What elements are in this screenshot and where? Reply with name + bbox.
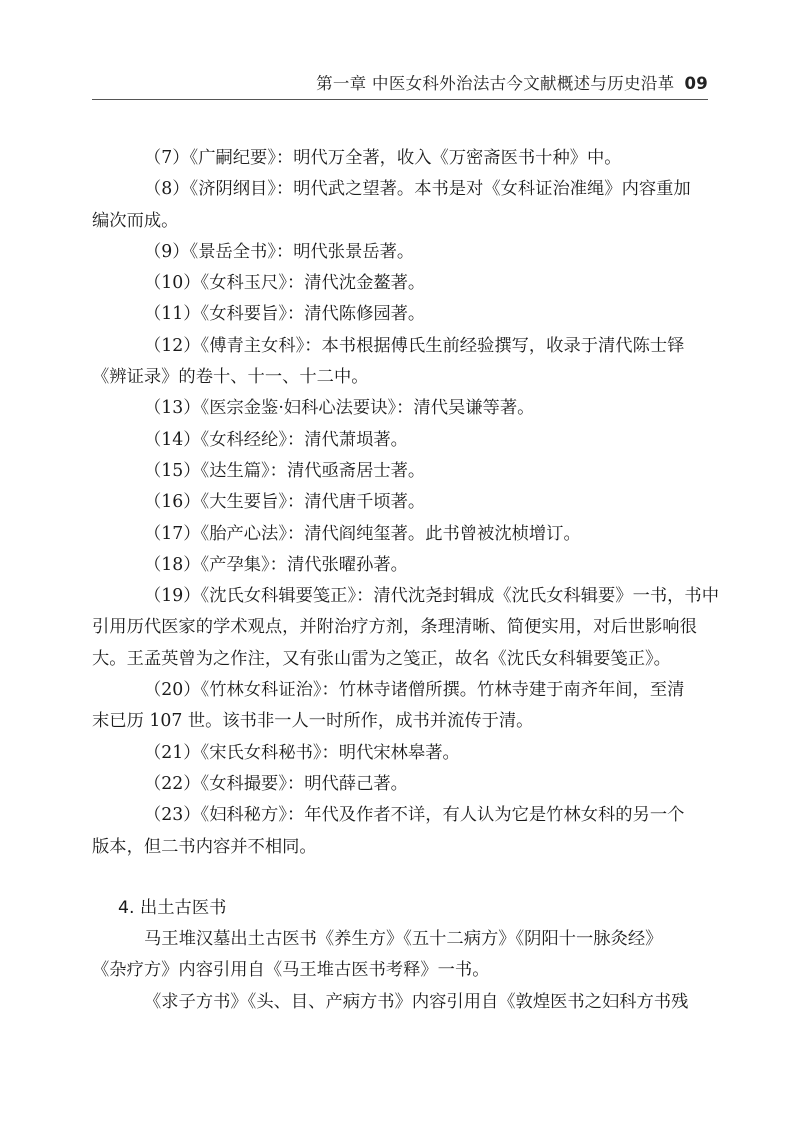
list-item-8-cont: 编次而成。 — [92, 210, 179, 231]
list-item-11: （11）《女科要旨》：清代陈修园著。 — [144, 304, 426, 325]
header-rule — [92, 99, 708, 100]
section-gap — [118, 863, 708, 893]
list-item-20: （20）《竹林女科证治》：竹林寺诸僧所撰。竹林寺建于南齐年间，至清 — [144, 680, 685, 701]
list-item-23: （23）《妇科秘方》：年代及作者不详，有人认为它是竹林女科的另一个 — [144, 805, 685, 826]
running-header — [316, 70, 708, 94]
list-item-14: （14）《女科经纶》：清代萧埙著。 — [144, 429, 408, 450]
list-item-12: （12）《傅青主女科》：本书根据傅氏生前经验撰写，收录于清代陈士铎 — [144, 335, 685, 356]
page-number: 09 — [684, 74, 708, 93]
section-paragraph-1-cont: 《杂疗方》内容引用自《马王堆古医书考释》一书。 — [92, 960, 490, 981]
section-heading: 4. 出土古医书 — [118, 897, 227, 918]
list-item-12-cont: 《辨证录》的卷十、十一、十二中。 — [92, 367, 369, 388]
list-item-21: （21）《宋氏女科秘书》：明代宋林皋著。 — [144, 742, 460, 763]
list-item-16: （16）《大生要旨》：清代唐千顷著。 — [144, 492, 426, 513]
chapter-title: 第一章 中医女科外治法古今文献概述与历史沿革 — [316, 74, 675, 93]
list-item-19-cont-2: 大。王孟英曾为之作注，又有张山雷为之笺正，故名《沈氏女科辑要笺正》。 — [92, 648, 671, 669]
list-item-8: （8）《济阴纲目》：明代武之望著。本书是对《女科证治准绳》内容重加 — [144, 179, 691, 200]
section-paragraph-2: 《求子方书》《头、目、产病方书》内容引用自《敦煌医书之妇科方书残 — [144, 991, 689, 1012]
list-item-10: （10）《女科玉尺》：清代沈金鳌著。 — [144, 273, 426, 294]
list-item-23-cont: 版本，但二书内容并不相同。 — [92, 836, 317, 857]
list-item-7: （7）《广嗣纪要》：明代万全著，收入《万密斋医书十种》中。 — [144, 148, 622, 168]
list-item-20-cont: 末已历 107 世。该书非一人一时所作，成书并流传于清。 — [92, 711, 534, 732]
list-item-19-cont-1: 引用历代医家的学术观点，并附治疗方剂，条理清晰、简便实用，对后世影响很 — [92, 617, 697, 638]
list-item-15: （15）《达生篇》：清代亟斋居士著。 — [144, 460, 426, 481]
list-item-9: （9）《景岳全书》：明代张景岳著。 — [144, 241, 415, 262]
section-paragraph-1: 马王堆汉墓出土古医书《养生方》《五十二病方》《阴阳十一脉灸经》 — [144, 929, 663, 950]
body-text — [92, 143, 719, 1018]
list-item-22: （22）《女科撮要》：明代薛己著。 — [144, 773, 408, 794]
list-item-13: （13）《医宗金鉴·妇科心法要诀》：清代吴谦等著。 — [144, 398, 535, 419]
list-item-18: （18）《产孕集》：清代张曜孙著。 — [144, 554, 408, 575]
list-item-19: （19）《沈氏女科辑要笺正》：清代沈尧封辑成《沈氏女科辑要》一书，书中 — [144, 586, 719, 607]
list-item-17: （17）《胎产心法》：清代阎纯玺著。此书曾被沈桢增订。 — [144, 523, 581, 544]
